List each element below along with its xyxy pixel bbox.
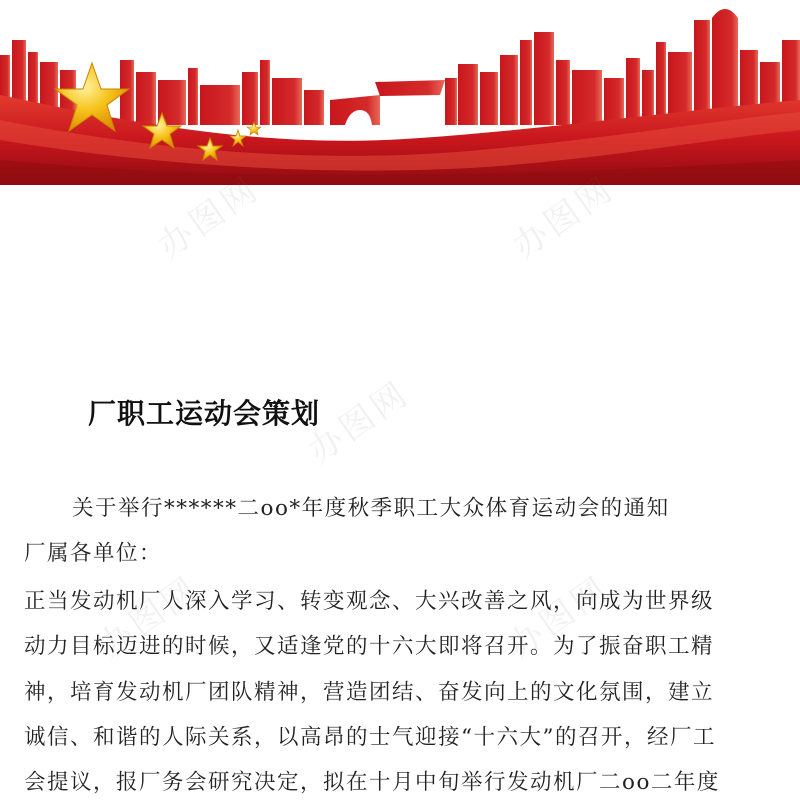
body-line: 诚信、和谐的人际关系，以高昂的士气迎接“十六大”的召开，经厂工 [24,725,716,750]
document-title: 厂职工运动会策划 [88,397,321,430]
watermark-text: 办图网 [505,168,623,267]
header-banner [0,0,800,185]
watermark-text: 办图网 [150,168,268,267]
watermark-text: 办图网 [500,568,618,667]
body-line: 会提议，报厂务会研究决定，拟在十月中旬举行发动机厂二oo二年度 [24,770,720,795]
subject-line: 关于举行******二oo*年度秋季职工大众体育运动会的通知 [72,496,670,521]
body-line: 动力目标迈进的时候，又适逢党的十六大即将召开。为了振奋职工精 [24,634,715,659]
watermark-text: 办图网 [300,373,418,472]
watermark-text: 办图网 [90,568,208,667]
body-line: 神，培育发动机厂团队精神，营造团结、奋发向上的文化氛围，建立 [24,680,715,705]
city-skyline [0,9,800,125]
body-line: 正当发动机厂人深入学习、转变观念、大兴改善之风，向成为世界级 [24,589,715,614]
salutation: 厂属各单位： [24,541,163,566]
